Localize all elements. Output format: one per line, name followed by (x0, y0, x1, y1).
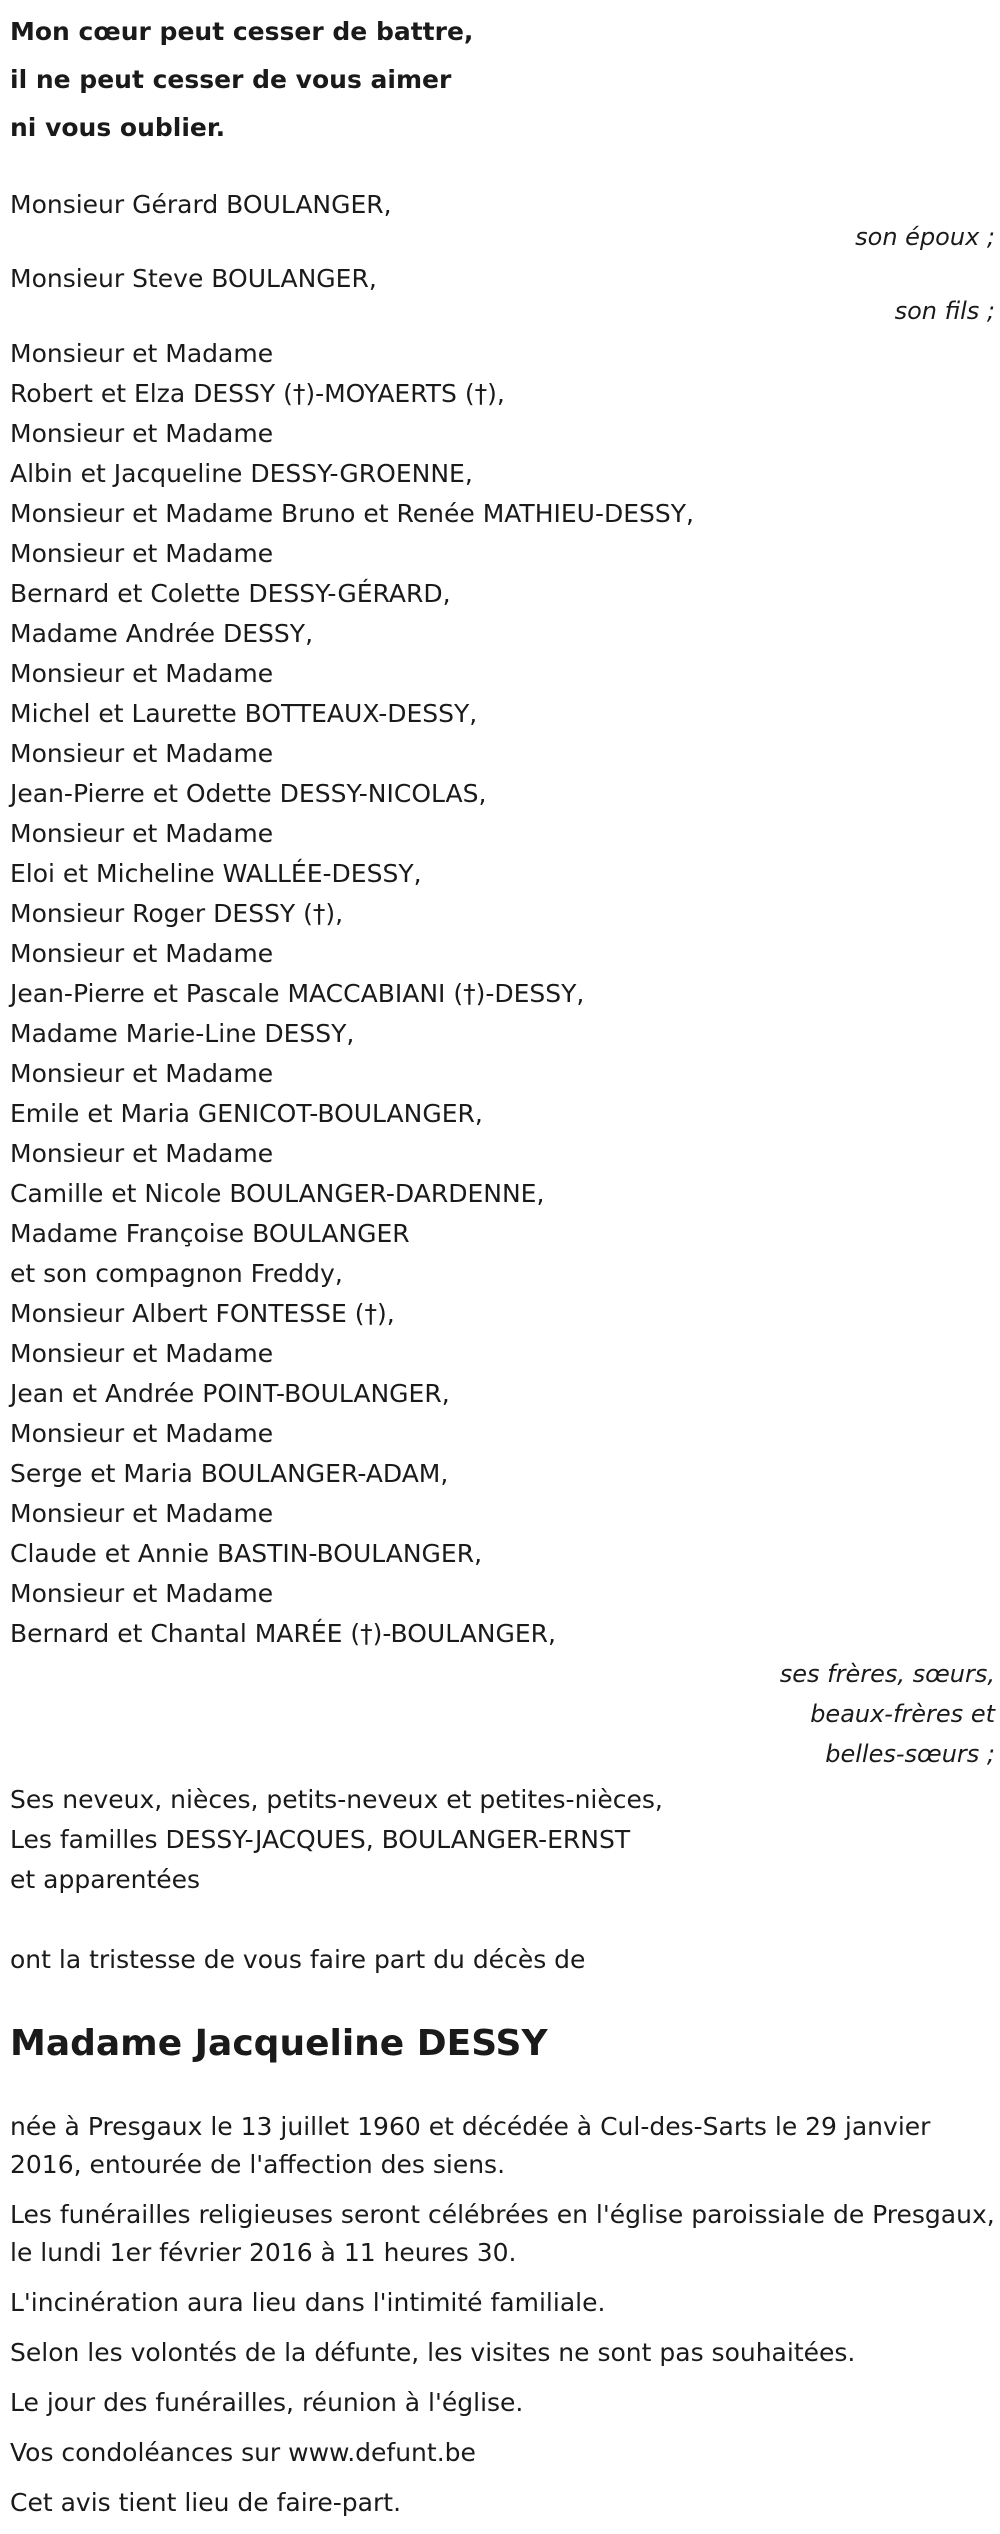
sibling-line: Monsieur et Madame (10, 539, 274, 568)
sibling-line: et son compagnon Freddy, (10, 1259, 343, 1288)
relatives-line: Les familles DESSY-JACQUES, BOULANGER-ERNST (10, 1825, 631, 1854)
sibling-line: Jean et Andrée POINT-BOULANGER, (10, 1379, 450, 1408)
relatives-line: et apparentées (10, 1865, 201, 1894)
sibling-line: Monsieur et Madame (10, 1419, 274, 1448)
sibling-line: Bernard et Colette DESSY-GÉRARD, (10, 579, 451, 608)
sibling-line: Monsieur et Madame (10, 1579, 274, 1608)
relatives-line: Ses neveux, nièces, petits-neveux et petites-nièces, (10, 1785, 663, 1814)
detail-paragraph: Les funérailles religieuses seront célébrées en l'église paroissiale de Presgaux, le lundi 1er février 2016 à 11 heures 30. (10, 2200, 995, 2267)
sibling-line: Madame Marie-Line DESSY, (10, 1019, 355, 1048)
sibling-line: Serge et Maria BOULANGER-ADAM, (10, 1459, 449, 1488)
poem-line: Mon cœur peut cesser de battre, (10, 17, 474, 46)
sibling-line: Madame Andrée DESSY, (10, 619, 314, 648)
sibling-line: Camille et Nicole BOULANGER-DARDENNE, (10, 1179, 545, 1208)
sibling-line: Monsieur et Madame (10, 1059, 274, 1088)
detail-paragraph: L'incinération aura lieu dans l'intimité familiale. (10, 2288, 606, 2317)
sibling-line: Monsieur et Madame (10, 419, 274, 448)
spouse-role: son époux ; (855, 223, 995, 251)
son-name: Monsieur Steve BOULANGER, (10, 264, 377, 293)
detail-paragraph: née à Presgaux le 13 juillet 1960 et décédée à Cul-des-Sarts le 29 janvier 2016, entourée de l'affection des siens. (10, 2112, 931, 2179)
sibling-line: Robert et Elza DESSY (†)-MOYAERTS (†), (10, 379, 505, 408)
siblings-role-line: belles-sœurs ; (825, 1740, 995, 1768)
sibling-line: Monsieur et Madame Bruno et Renée MATHIEU-DESSY, (10, 499, 694, 528)
sibling-line: Monsieur et Madame (10, 1139, 274, 1168)
detail-paragraph: Vos condoléances sur www.defunt.be (10, 2438, 476, 2467)
sibling-line: Monsieur et Madame (10, 819, 274, 848)
detail-paragraph: Cet avis tient lieu de faire-part. (10, 2488, 402, 2517)
sibling-line: Madame Françoise BOULANGER (10, 1219, 410, 1248)
sibling-line: Monsieur et Madame (10, 939, 274, 968)
sibling-line: Emile et Maria GENICOT-BOULANGER, (10, 1099, 483, 1128)
spouse-entry (10, 188, 995, 252)
sibling-line: Jean-Pierre et Odette DESSY-NICOLAS, (10, 779, 487, 808)
other-relatives (10, 1780, 995, 1900)
opening-poem (10, 8, 995, 152)
sibling-line: Jean-Pierre et Pascale MACCABIANI (†)-DESSY, (10, 979, 585, 1008)
sibling-line: Monsieur et Madame (10, 339, 274, 368)
sibling-line: Monsieur et Madame (10, 739, 274, 768)
sibling-line: Claude et Annie BASTIN-BOULANGER, (10, 1539, 483, 1568)
sibling-line: Monsieur Roger DESSY (†), (10, 899, 344, 928)
sibling-line: Monsieur et Madame (10, 659, 274, 688)
poem-line: ni vous oublier. (10, 113, 226, 142)
sibling-line: Eloi et Micheline WALLÉE-DESSY, (10, 859, 422, 888)
siblings-role-line: ses frères, sœurs, (779, 1660, 995, 1688)
sibling-line: Monsieur et Madame (10, 1339, 274, 1368)
poem-line: il ne peut cesser de vous aimer (10, 65, 452, 94)
son-entry (10, 262, 995, 326)
sibling-line: Bernard et Chantal MARÉE (†)-BOULANGER, (10, 1619, 556, 1648)
detail-paragraph: Le jour des funérailles, réunion à l'église. (10, 2388, 524, 2417)
sibling-line: Michel et Laurette BOTTEAUX-DESSY, (10, 699, 478, 728)
detail-paragraph: Selon les volontés de la défunte, les visites ne sont pas souhaitées. (10, 2338, 856, 2367)
deceased-name: Madame Jacqueline DESSY (10, 2023, 548, 2064)
sibling-line: Albin et Jacqueline DESSY-GROENNE, (10, 459, 473, 488)
announcement-text: ont la tristesse de vous faire part du décès de (10, 1945, 586, 1974)
sibling-line: Monsieur et Madame (10, 1499, 274, 1528)
spouse-name: Monsieur Gérard BOULANGER, (10, 190, 392, 219)
sibling-line: Monsieur Albert FONTESSE (†), (10, 1299, 395, 1328)
siblings-role (10, 1654, 995, 1774)
siblings-list (10, 334, 995, 1654)
funeral-details (10, 2108, 995, 2522)
son-role: son fils ; (894, 297, 995, 325)
obituary-notice (10, 0, 995, 2534)
siblings-role-line: beaux-frères et (810, 1700, 995, 1728)
